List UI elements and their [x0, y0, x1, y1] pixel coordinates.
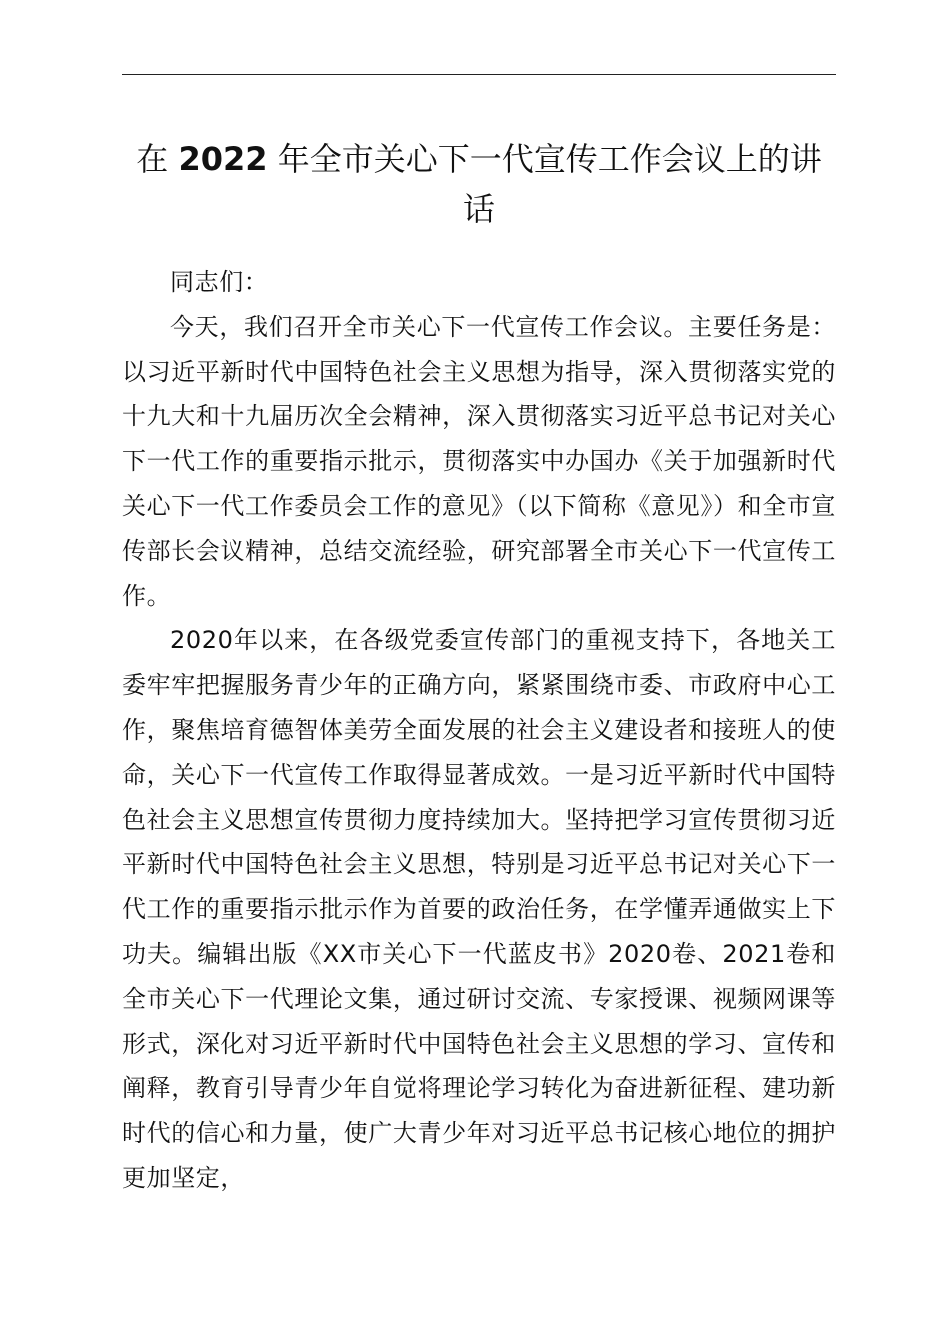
title-year: 2022 — [178, 140, 268, 178]
document-body — [122, 260, 836, 1201]
paragraph: 今天，我们召开全市关心下一代宣传工作会议。主要任务是：以习近平新时代中国特色社会主义思想为指导，深入贯彻落实党的十九大和十九届历次全会精神，深入贯彻落实习近平总书记对关心下一代工作的重要指示批示，贯彻落实中办国办《关于加强新时代关心下一代工作委员会工作的意见》（以下简称《意见》）和全市宣传部长会议精神，总结交流经验，研究部署全市关心下一代宣传工作。 — [122, 312, 836, 610]
salutation: 同志们： — [170, 268, 269, 296]
document-title — [122, 134, 836, 234]
title-prefix: 在 — [136, 140, 169, 178]
title-suffix: 年全市关心下一代宣传工作会议上的讲话 — [277, 140, 822, 228]
header-rule — [122, 74, 836, 75]
paragraph: 2020年以来，在各级党委宣传部门的重视支持下，各地关工委牢牢把握服务青少年的正确方向，紧紧围绕市委、市政府中心工作，聚焦培育德智体美劳全面发展的社会主义建设者和接班人的使命，关心下一代宣传工作取得显著成效。一是习近平新时代中国特色社会主义思想宣传贯彻力度持续加大。坚持把学习宣传贯彻习近平新时代中国特色社会主义思想，特别是习近平总书记对关心下一代工作的重要指示批示作为首要的政治任务，在学懂弄通做实上下功夫。编辑出版《XX市关心下一代蓝皮书》2020卷、2021卷和全市关心下一代理论文集，通过研讨交流、专家授课、视频网课等形式，深化对习近平新时代中国特色社会主义思想的学习、宣传和阐释，教育引导青少年自觉将理论学习转化为奋进新征程、建功新时代的信心和力量，使广大青少年对习近平总书记核心地位的拥护更加坚定， — [122, 626, 836, 1192]
